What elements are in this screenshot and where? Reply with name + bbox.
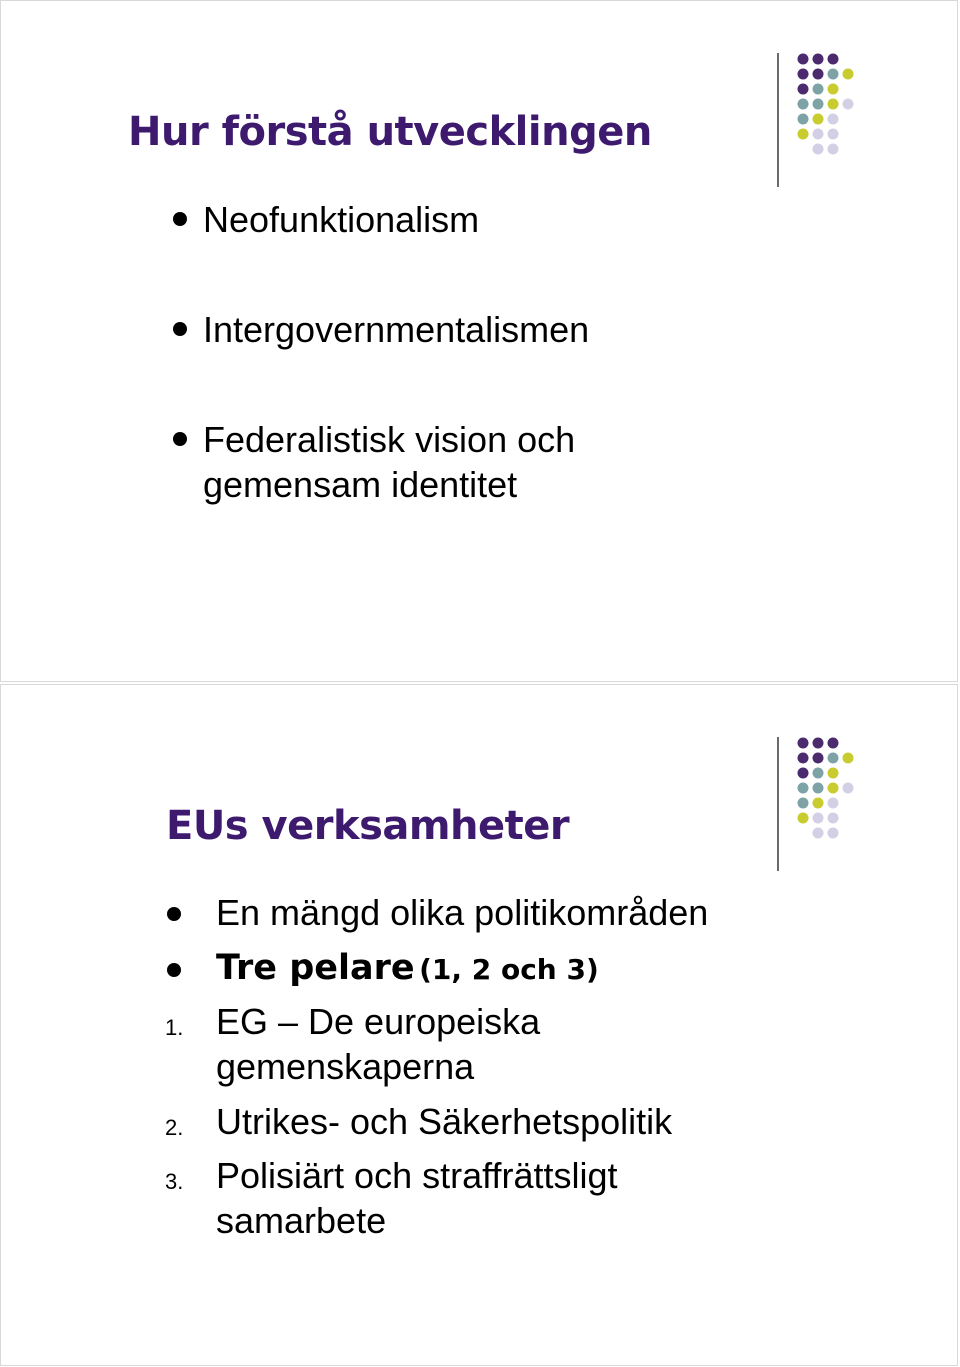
decor-dot	[798, 54, 809, 65]
decor-dot	[813, 54, 824, 65]
slide-2	[0, 684, 958, 1366]
decor-dot	[843, 783, 854, 794]
bullet-dot	[173, 432, 187, 446]
decor-dot	[828, 114, 839, 125]
bullet-dot	[167, 963, 181, 977]
list-number: 3.	[165, 1169, 184, 1194]
decor-dot	[798, 768, 809, 779]
decor-dot	[828, 84, 839, 95]
decor-dot	[843, 99, 854, 110]
bullet-text-continuation: gemensam identitet	[203, 464, 518, 505]
decor-dot	[828, 129, 839, 140]
decorative-dot-grid	[791, 49, 911, 189]
bullet-text: En mängd olika politikområden	[216, 892, 709, 933]
decor-dot	[828, 99, 839, 110]
decor-dot	[813, 813, 824, 824]
bullet-text: Federalistisk vision och	[203, 419, 576, 460]
decor-dot	[813, 783, 824, 794]
slide-divider-line	[777, 53, 779, 187]
decor-dot	[828, 738, 839, 749]
decor-dot	[843, 753, 854, 764]
decor-dot	[828, 753, 839, 764]
decor-dot	[828, 54, 839, 65]
bullet-text	[216, 948, 599, 988]
list-number: 2.	[165, 1115, 184, 1140]
decor-dot	[828, 69, 839, 80]
list-item-text-continuation: samarbete	[216, 1200, 387, 1241]
slide-title: Hur förstå utvecklingen	[128, 109, 652, 155]
list-number: 1.	[165, 1015, 184, 1040]
list-item-text-continuation: gemenskaperna	[216, 1046, 475, 1087]
decor-dot	[828, 798, 839, 809]
decor-dot	[813, 753, 824, 764]
list-item-text: Polisiärt och straffrättsligt	[216, 1155, 618, 1196]
bullet-dot	[173, 322, 187, 336]
bullet-text-parenthetical: (1, 2 och 3)	[419, 953, 599, 986]
decor-dot	[828, 813, 839, 824]
decor-dot	[798, 69, 809, 80]
slide-title: EUs verksamheter	[166, 803, 570, 849]
decorative-dot-grid	[791, 733, 911, 873]
decor-dot	[813, 69, 824, 80]
decor-dot	[798, 99, 809, 110]
decor-dot	[813, 144, 824, 155]
bullet-dot	[173, 212, 187, 226]
list-item-text: Utrikes- och Säkerhetspolitik	[216, 1101, 673, 1142]
decor-dot	[798, 84, 809, 95]
decor-dot	[798, 813, 809, 824]
slide-divider-line	[777, 737, 779, 871]
decor-dot	[813, 738, 824, 749]
decor-dot	[828, 783, 839, 794]
decor-dot	[798, 738, 809, 749]
decor-dot	[813, 84, 824, 95]
decor-dot	[798, 798, 809, 809]
decor-dot	[813, 828, 824, 839]
decor-dot	[798, 753, 809, 764]
decor-dot	[813, 99, 824, 110]
list-item-text: EG – De europeiska	[216, 1001, 541, 1042]
bullet-text-bold: Tre pelare	[216, 948, 415, 988]
bullet-dot	[167, 907, 181, 921]
decor-dot	[798, 114, 809, 125]
decor-dot	[798, 129, 809, 140]
decor-dot	[798, 783, 809, 794]
decor-dot	[843, 69, 854, 80]
bullet-text: Intergovernmentalismen	[203, 309, 590, 350]
bullet-text: Neofunktionalism	[203, 199, 480, 240]
decor-dot	[828, 144, 839, 155]
decor-dot	[828, 828, 839, 839]
slide-1	[0, 0, 958, 682]
decor-dot	[813, 129, 824, 140]
decor-dot	[813, 768, 824, 779]
decor-dot	[828, 768, 839, 779]
decor-dot	[813, 798, 824, 809]
decor-dot	[813, 114, 824, 125]
